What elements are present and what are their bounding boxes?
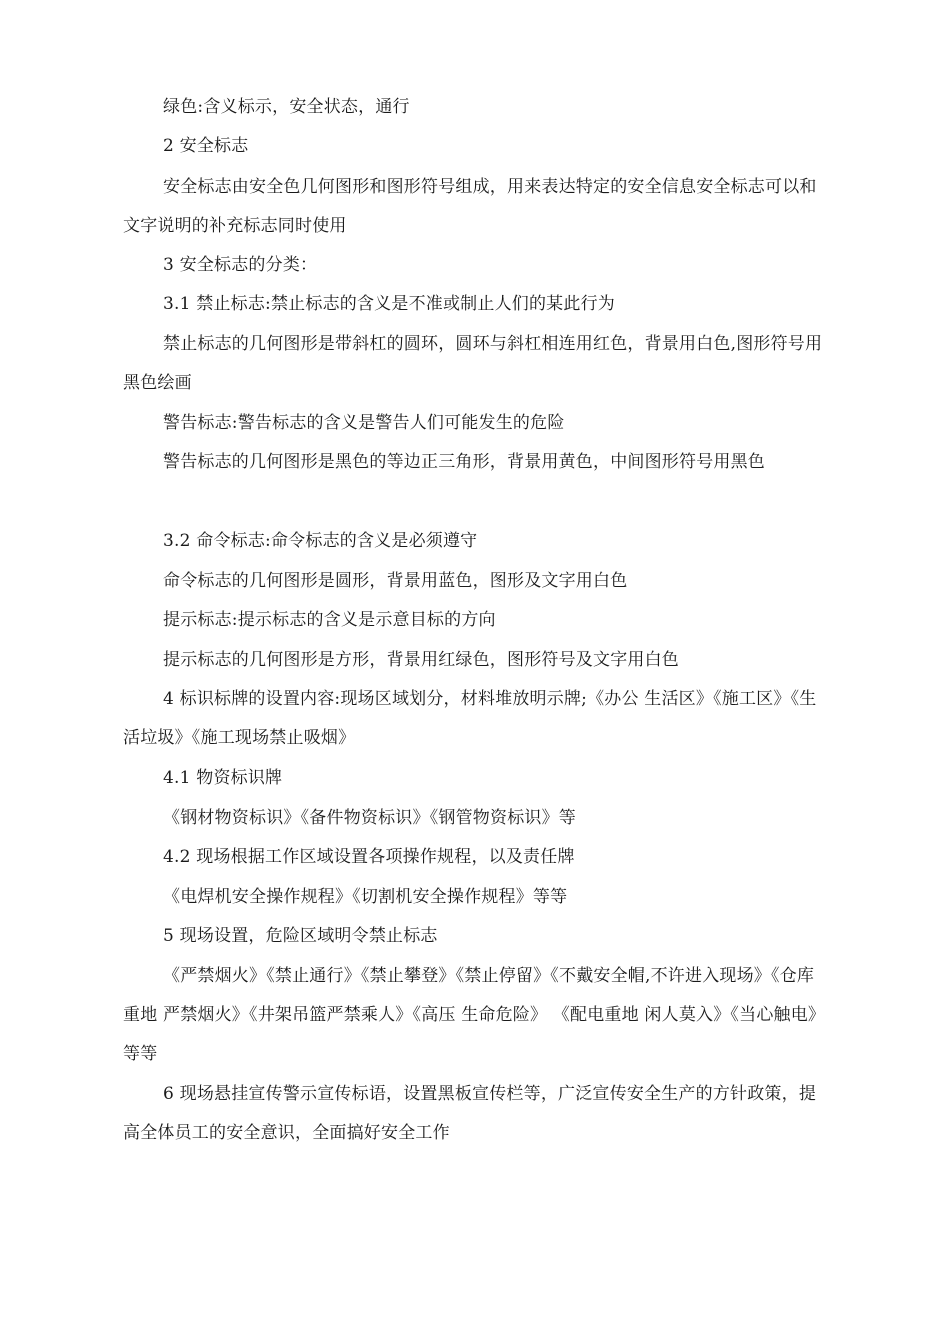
heading-operating-procedures: 4.2 现场根据工作区域设置各项操作规程，以及责任牌 xyxy=(163,847,575,867)
paragraph-safety-sign-definition: 安全标志由安全色几何图形和图形符号组成，用来表达特定的安全信息安全标志可以和文字说明的补充标志同时使用 xyxy=(123,177,817,236)
paragraph-danger-zone-signs: 《严禁烟火》《禁止通行》《禁止攀登》《禁止停留》《不戴安全帽,不许进入现场》《仓库重地 严禁烟火》《井架吊篮严禁乘人》《高压 生命危险》 《配电重地 闲人莫入》《当心触电》等等 xyxy=(123,966,826,1064)
heading-danger-zone-signs: 5 现场设置，危险区域明令禁止标志 xyxy=(163,926,438,946)
paragraph-information-geometry: 提示标志的几何图形是方形，背景用红绿色，图形符号及文字用白色 xyxy=(163,650,679,670)
paragraph-information-signs: 提示标志:提示标志的含义是示意目标的方向 xyxy=(163,610,496,630)
paragraph-warning-geometry: 警告标志的几何图形是黑色的等边正三角形，背景用黄色，中间图形符号用黑色 xyxy=(163,452,765,472)
heading-sign-classification: 3 安全标志的分类： xyxy=(163,255,318,275)
heading-prohibition-signs: 3.1 禁止标志:禁止标志的含义是不准或制止人们的某此行为 xyxy=(163,294,615,314)
heading-material-signboards: 4.1 物资标识牌 xyxy=(163,768,283,788)
heading-safety-signs: 2 安全标志 xyxy=(163,136,249,156)
paragraph-signboard-content: 4 标识标牌的设置内容:现场区域划分，材料堆放明示牌;《办公 生活区》《施工区》《生活垃圾》《施工现场禁止吸烟》 xyxy=(123,689,817,748)
paragraph-prohibition-geometry: 禁止标志的几何图形是带斜杠的圆环，圆环与斜杠相连用红色，背景用白色,图形符号用黑色绘画 xyxy=(123,334,823,393)
paragraph-safety-slogans: 6 现场悬挂宣传警示宣传标语，设置黑板宣传栏等，广泛宣传安全生产的方针政策，提高全体员工的安全意识，全面搞好安全工作 xyxy=(123,1084,817,1143)
paragraph-mandatory-geometry: 命令标志的几何图形是圆形，背景用蓝色，图形及文字用白色 xyxy=(163,571,628,591)
paragraph-green-meaning: 绿色:含义标示，安全状态，通行 xyxy=(163,97,410,117)
paragraph-warning-signs: 警告标志:警告标志的含义是警告人们可能发生的危险 xyxy=(163,413,565,433)
paragraph-operating-procedures: 《电焊机安全操作规程》《切割机安全操作规程》等等 xyxy=(163,887,568,907)
paragraph-material-signboards: 《钢材物资标识》《备件物资标识》《钢管物资标识》等 xyxy=(163,808,576,828)
heading-mandatory-signs: 3.2 命令标志:命令标志的含义是必须遵守 xyxy=(163,531,478,551)
